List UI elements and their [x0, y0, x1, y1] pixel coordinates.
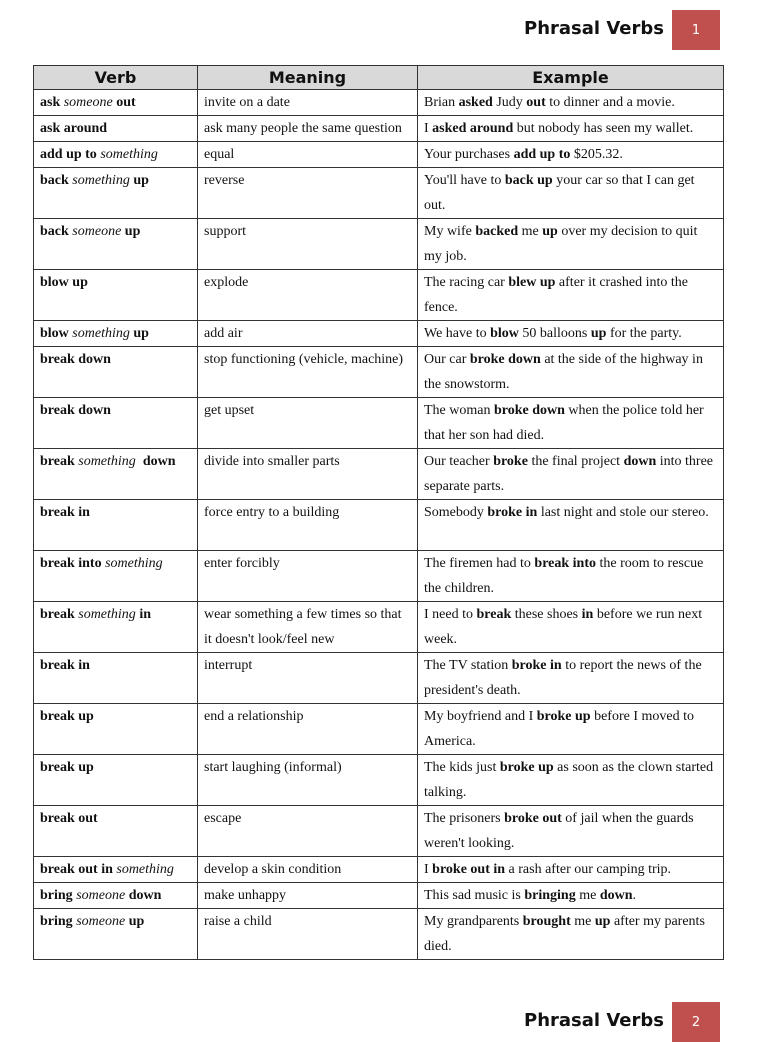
- example-cell: [418, 398, 724, 449]
- example-highlight: out: [526, 95, 546, 110]
- verb-cell: [34, 704, 198, 755]
- verb-cell: [34, 90, 198, 116]
- table-row: [34, 551, 724, 602]
- table-row: [34, 347, 724, 398]
- example-highlight: broke up: [499, 760, 554, 775]
- example-highlight: broke in: [487, 505, 538, 520]
- example-text: The firemen had to: [424, 556, 535, 571]
- verb-object-placeholder: someone: [76, 888, 126, 903]
- verb-text: break into: [40, 556, 106, 571]
- meaning-cell: raise a child: [198, 909, 418, 960]
- verb-object-placeholder: something: [105, 556, 163, 571]
- example-cell: [418, 347, 724, 398]
- verb-cell: [34, 755, 198, 806]
- example-highlight: blew up: [508, 275, 556, 290]
- example-highlight: broke down: [493, 403, 565, 418]
- verb-cell: [34, 449, 198, 500]
- verb-text: down: [125, 888, 162, 903]
- meaning-cell: enter forcibly: [198, 551, 418, 602]
- example-text: to report the news of the president's death.: [424, 658, 706, 698]
- table-row: [34, 602, 724, 653]
- example-text: me: [518, 224, 543, 239]
- table-row: [34, 883, 724, 909]
- example-cell: [418, 168, 724, 219]
- example-highlight: break: [476, 607, 512, 622]
- table-row: [34, 219, 724, 270]
- verb-cell: [34, 116, 198, 142]
- verb-text: bring: [40, 914, 77, 929]
- example-text: Our car: [424, 352, 470, 367]
- example-highlight: bringing: [524, 888, 576, 903]
- example-highlight: broke in: [511, 658, 562, 673]
- verb-object-placeholder: something: [116, 862, 174, 877]
- verb-object-placeholder: something: [72, 326, 130, 341]
- verb-object-placeholder: someone: [72, 224, 122, 239]
- column-header-verb: Verb: [34, 66, 198, 90]
- example-text: into three separate parts.: [424, 454, 717, 494]
- example-cell: [418, 219, 724, 270]
- example-text: I: [424, 862, 433, 877]
- example-cell: [418, 116, 724, 142]
- example-text: The woman: [424, 403, 494, 418]
- example-text: My boyfriend and I: [424, 709, 537, 724]
- meaning-cell: ask many people the same question: [198, 116, 418, 142]
- verb-cell: [34, 347, 198, 398]
- example-text: $205.32.: [570, 147, 623, 162]
- example-text: before we run next week.: [424, 607, 706, 647]
- page-header: [0, 10, 768, 48]
- verb-object-placeholder: something: [78, 454, 136, 469]
- example-cell: [418, 883, 724, 909]
- example-text: My grandparents: [424, 914, 523, 929]
- verb-text: in: [135, 607, 151, 622]
- verb-cell: [34, 142, 198, 168]
- table-row: [34, 142, 724, 168]
- verb-object-placeholder: something: [72, 173, 130, 188]
- example-text: We have to: [424, 326, 491, 341]
- verb-text: blow up: [40, 275, 88, 290]
- example-highlight: asked: [458, 95, 493, 110]
- verb-cell: [34, 551, 198, 602]
- example-cell: [418, 857, 724, 883]
- example-text: The racing car: [424, 275, 509, 290]
- verb-object-placeholder: someone: [76, 914, 126, 929]
- example-cell: [418, 602, 724, 653]
- meaning-cell: reverse: [198, 168, 418, 219]
- meaning-cell: divide into smaller parts: [198, 449, 418, 500]
- verb-cell: [34, 806, 198, 857]
- verb-text: up: [125, 914, 145, 929]
- page-number-badge: 1: [672, 10, 720, 50]
- meaning-cell: force entry to a building: [198, 500, 418, 551]
- meaning-cell: equal: [198, 142, 418, 168]
- example-text: I: [424, 121, 433, 136]
- meaning-cell: invite on a date: [198, 90, 418, 116]
- example-text: Our teacher: [424, 454, 494, 469]
- verb-text: up: [129, 326, 149, 341]
- example-highlight: break into: [534, 556, 596, 571]
- meaning-cell: make unhappy: [198, 883, 418, 909]
- example-highlight: broke: [493, 454, 528, 469]
- example-highlight: up: [590, 326, 607, 341]
- table-row: [34, 116, 724, 142]
- example-text: before I moved to America.: [424, 709, 697, 749]
- example-text: me: [575, 888, 600, 903]
- meaning-cell: interrupt: [198, 653, 418, 704]
- verb-object-placeholder: something: [100, 147, 158, 162]
- verb-text: up: [129, 173, 149, 188]
- verb-cell: [34, 500, 198, 551]
- example-cell: [418, 755, 724, 806]
- example-text: You'll have to: [424, 173, 505, 188]
- example-text: these shoes: [511, 607, 582, 622]
- verb-text: break down: [40, 352, 111, 367]
- example-cell: [418, 90, 724, 116]
- example-text: as soon as the clown started talking.: [424, 760, 717, 800]
- example-text: .: [632, 888, 636, 903]
- example-cell: [418, 909, 724, 960]
- verb-cell: [34, 398, 198, 449]
- example-text: Your purchases: [424, 147, 514, 162]
- example-text: The prisoners: [424, 811, 505, 826]
- table-row: [34, 755, 724, 806]
- example-highlight: asked around: [432, 121, 514, 136]
- verb-cell: [34, 321, 198, 347]
- next-page-number-badge: 2: [672, 1002, 720, 1042]
- verb-text: back: [40, 224, 73, 239]
- verb-cell: [34, 270, 198, 321]
- table-row: [34, 321, 724, 347]
- example-text: when the police told her that her son had died.: [424, 403, 708, 443]
- verb-object-placeholder: something: [78, 607, 136, 622]
- example-highlight: blow: [490, 326, 519, 341]
- verb-cell: [34, 883, 198, 909]
- table-row: [34, 90, 724, 116]
- example-cell: [418, 551, 724, 602]
- example-cell: [418, 704, 724, 755]
- example-text: Judy: [492, 95, 527, 110]
- next-page-header: [0, 1002, 768, 1040]
- example-highlight: broke out: [504, 811, 562, 826]
- example-text: but nobody has seen my wallet.: [513, 121, 694, 136]
- verb-cell: [34, 857, 198, 883]
- example-highlight: broke out in: [432, 862, 506, 877]
- example-highlight: up: [594, 914, 611, 929]
- verb-object-placeholder: someone: [63, 95, 113, 110]
- verb-text: blow: [40, 326, 73, 341]
- meaning-cell: develop a skin condition: [198, 857, 418, 883]
- table-row: [34, 398, 724, 449]
- verb-text: up: [121, 224, 141, 239]
- example-cell: [418, 500, 724, 551]
- verb-text: break out: [40, 811, 98, 826]
- example-highlight: in: [581, 607, 594, 622]
- column-header-meaning: Meaning: [198, 66, 418, 90]
- verb-text: break down: [40, 403, 111, 418]
- example-text: after it crashed into the fence.: [424, 275, 692, 315]
- table-row: [34, 704, 724, 755]
- example-text: Brian: [424, 95, 459, 110]
- example-text: My wife: [424, 224, 476, 239]
- example-cell: [418, 806, 724, 857]
- example-highlight: brought: [522, 914, 571, 929]
- example-text: a rash after our camping trip.: [505, 862, 672, 877]
- table-row: [34, 806, 724, 857]
- meaning-cell: wear something a few times so that it doesn't look/feel new: [198, 602, 418, 653]
- table-row: [34, 449, 724, 500]
- table-header-row: [34, 66, 724, 90]
- verb-text: back: [40, 173, 73, 188]
- verb-cell: [34, 168, 198, 219]
- example-text: the room to rescue the children.: [424, 556, 707, 596]
- meaning-cell: add air: [198, 321, 418, 347]
- example-cell: [418, 142, 724, 168]
- table-row: [34, 653, 724, 704]
- verb-cell: [34, 653, 198, 704]
- example-cell: [418, 653, 724, 704]
- verb-text: break up: [40, 709, 94, 724]
- example-text: after my parents died.: [424, 914, 709, 954]
- phrasal-verbs-table: [33, 65, 724, 960]
- example-text: Somebody: [424, 505, 488, 520]
- example-highlight: broke down: [469, 352, 541, 367]
- meaning-cell: start laughing (informal): [198, 755, 418, 806]
- next-page-title: Phrasal Verbs: [524, 1010, 664, 1031]
- meaning-cell: stop functioning (vehicle, machine): [198, 347, 418, 398]
- verb-text: break: [40, 454, 79, 469]
- example-text: the final project: [527, 454, 624, 469]
- verb-cell: [34, 219, 198, 270]
- example-highlight: add up to: [513, 147, 571, 162]
- verb-text: break: [40, 607, 79, 622]
- example-text: last night and stole our stereo.: [537, 505, 709, 520]
- example-cell: [418, 270, 724, 321]
- meaning-cell: support: [198, 219, 418, 270]
- example-text: The TV station: [424, 658, 512, 673]
- example-highlight: back up: [504, 173, 553, 188]
- example-text: This sad music is: [424, 888, 525, 903]
- example-text: 50 balloons: [518, 326, 591, 341]
- column-header-example: Example: [418, 66, 724, 90]
- example-text: me: [570, 914, 595, 929]
- verb-text: out: [112, 95, 136, 110]
- verb-text: ask: [40, 95, 64, 110]
- verb-cell: [34, 909, 198, 960]
- verb-text: down: [135, 454, 176, 469]
- example-text: at the side of the highway in the snowstorm.: [424, 352, 707, 392]
- example-text: for the party.: [606, 326, 682, 341]
- example-highlight: up: [542, 224, 558, 239]
- example-highlight: down: [623, 454, 657, 469]
- table-row: [34, 270, 724, 321]
- example-text: of jail when the guards weren't looking.: [424, 811, 698, 851]
- example-highlight: broke up: [536, 709, 591, 724]
- table-row: [34, 857, 724, 883]
- meaning-cell: get upset: [198, 398, 418, 449]
- meaning-cell: explode: [198, 270, 418, 321]
- example-text: I need to: [424, 607, 477, 622]
- meaning-cell: escape: [198, 806, 418, 857]
- example-highlight: down: [599, 888, 633, 903]
- meaning-cell: end a relationship: [198, 704, 418, 755]
- example-highlight: backed: [475, 224, 519, 239]
- example-cell: [418, 321, 724, 347]
- table-row: [34, 168, 724, 219]
- verb-text: break in: [40, 505, 90, 520]
- table-row: [34, 500, 724, 551]
- table-row: [34, 909, 724, 960]
- example-cell: [418, 449, 724, 500]
- verb-cell: [34, 602, 198, 653]
- example-text: The kids just: [424, 760, 500, 775]
- verb-text: break in: [40, 658, 90, 673]
- example-text: your car so that I can get out.: [424, 173, 699, 213]
- verb-text: break out in: [40, 862, 117, 877]
- verb-text: ask around: [40, 121, 108, 136]
- verb-text: add up to: [40, 147, 101, 162]
- verb-text: break up: [40, 760, 94, 775]
- example-text: to dinner and a movie.: [545, 95, 675, 110]
- header-title: Phrasal Verbs: [524, 18, 664, 39]
- verb-text: bring: [40, 888, 77, 903]
- example-text: over my decision to quit my job.: [424, 224, 701, 264]
